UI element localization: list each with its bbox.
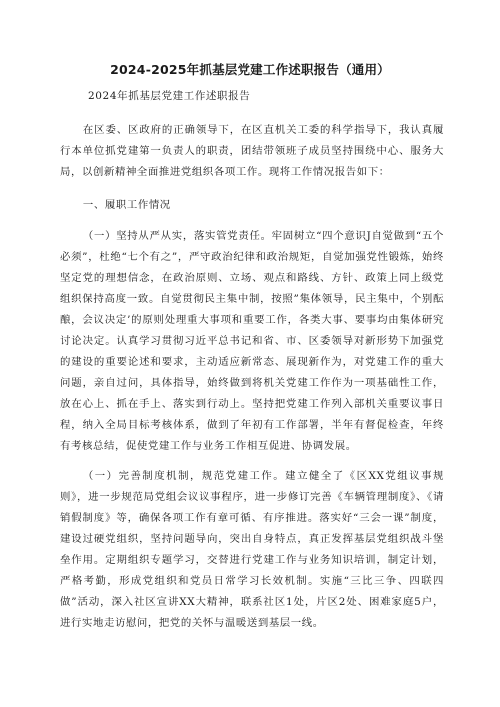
- body-paragraph-2: （一）完善制度机制，规范党建工作。建立健全了《区XX党组议事规则》，进一步规范局党组会议议事程序，进一步修订完善《车辆管理制度》、《请销假制度》等，确保各项工作有章可循、有序推进。落实好“三会一课”制度，建设过硬党组织，坚持问题导向，突出自身特点，真正发挥基层党组织战斗堡垒作用。定期组织专题学习，交替进行党建工作与业务知识培训，制定计划，严格考勤，形成党组织和党员日常学习长效机制。实施“三比三争、四联四做”活动，深入社区宣讲XX大精神，联系社区1处，片区2处、困难家庭5户，进行实地走访慰问，把党的关怀与温暖送到基层一线。: [60, 470, 444, 629]
- section-heading: 一、履职工作情况: [82, 199, 171, 211]
- body-paragraph-1: （一）坚持从严从实，落实管党责任。牢固树立“四个意识J自觉做到“五个必须”，杜绝“七个有之”，严守政治纪律和政治规矩，自觉加强党性锻炼，始终坚定党的理想信念，在政治原则、立场、观点和路线、方针、政策上同上级党组织保持高度一致。自觉贯彻民主集中制，按照”集体领导，民主集中，个别酝酿，会议决定’的原则处理重大事项和重要工作，各类大事、要事均由集体研究讨论决定。认真学习贯彻习近平总书记和省、市、区委领导对新形势下加强党的建设的重要论述和要求，主动适应新常态、展现新作为，对党建工作的重大问题，亲自过问，具体指导，始终做到将机关党建工作作为一项基础性工作，放在心上、抓在手上、落实到行动上。坚持把党建工作列入部机关重要议事日程，纳入全局目标考核体系，做到了年初有工作部署，半年有督促检查，年终有考核总结，促使党建工作与业务工作相互促进、协调发展。: [60, 230, 444, 452]
- document-body: [60, 120, 444, 634]
- document-subtitle: 2024年抓基层党建工作述职报告: [88, 90, 251, 102]
- intro-paragraph: 在区委、区政府的正确领导下，在区直机关工委的科学指导下，我认真履行本单位抓党建第一负责人的职责，团结带领班子成员坚持围绕中心、服务大局，以创新精神全面推进党组织各项工作。现将工作情况报告如下：: [60, 124, 444, 178]
- document-title: 2024-2025年抓基层党建工作述职报告（通用）: [110, 62, 390, 77]
